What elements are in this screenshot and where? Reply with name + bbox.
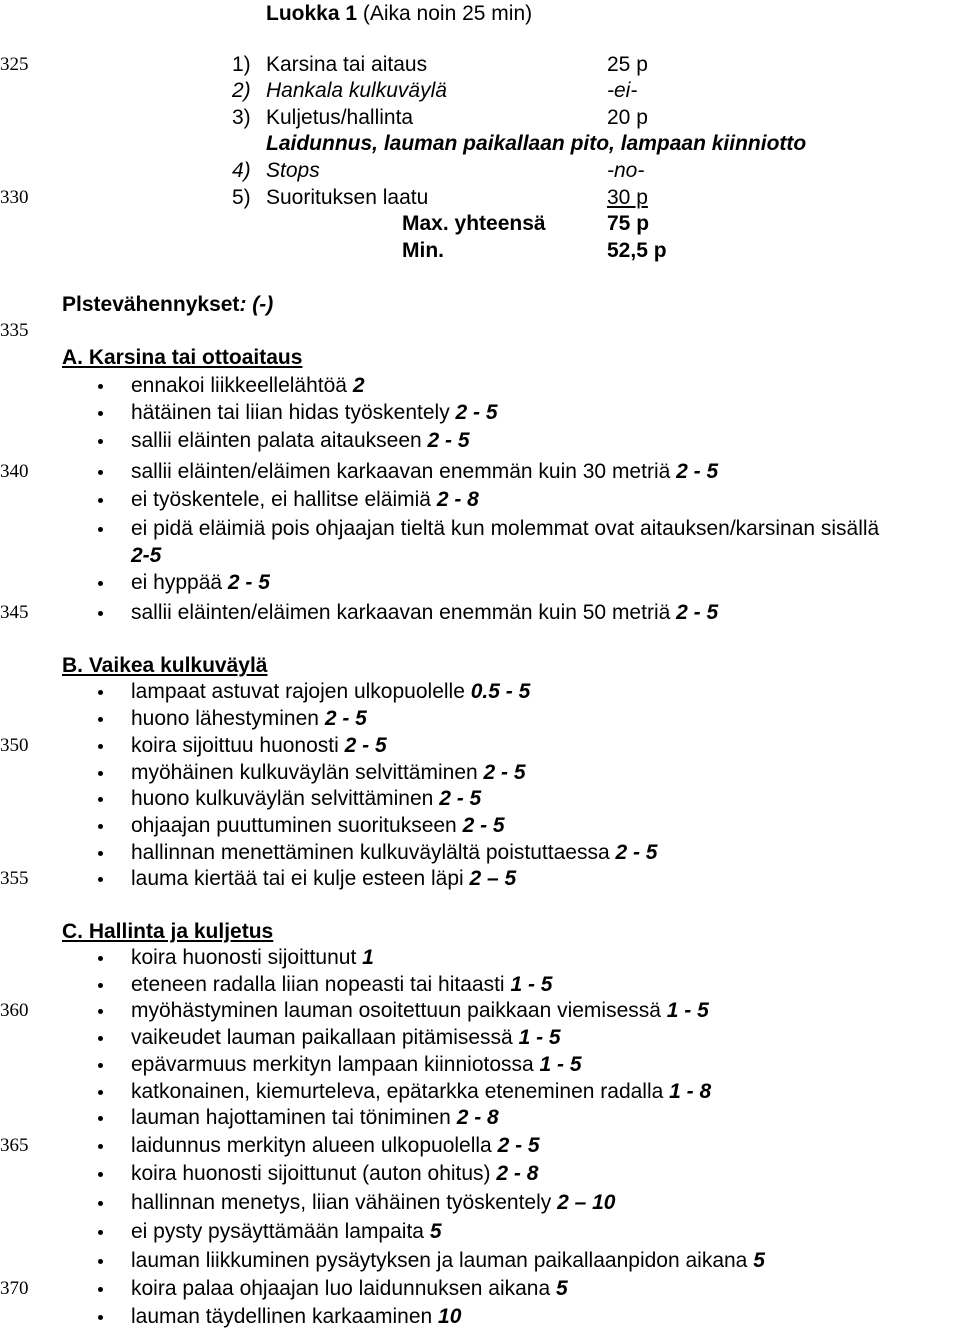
total-label: Min. xyxy=(402,239,444,262)
list-item xyxy=(131,373,365,399)
item-text: lauman hajottaminen tai töniminen xyxy=(131,1106,457,1129)
bullet-icon xyxy=(98,581,103,586)
bullet-icon xyxy=(98,956,103,961)
item-text: eteneen radalla liian nopeasti tai hitaasti xyxy=(131,973,511,996)
item-points: 2 - 5 xyxy=(427,429,470,452)
scoring-label: Hankala kulkuväylä xyxy=(266,79,447,102)
item-points: 2 - 5 xyxy=(439,787,482,810)
bullet-icon xyxy=(98,1063,103,1068)
scoring-num: 3) xyxy=(232,106,251,129)
item-text: ohjaajan puuttuminen suoritukseen xyxy=(131,814,463,837)
bullet-icon xyxy=(98,384,103,389)
list-item xyxy=(131,1304,461,1330)
item-points: 2 - 5 xyxy=(344,734,387,757)
item-text: vaikeudet lauman paikallaan pitämisessä xyxy=(131,1026,519,1049)
bullet-icon xyxy=(98,1172,103,1177)
list-item xyxy=(131,786,481,812)
item-points: 2 - 5 xyxy=(462,814,505,837)
total-label: Max. yhteensä xyxy=(402,212,546,235)
item-text: lauman liikkuminen pysäytyksen ja lauman paikallaanpidon aikana xyxy=(131,1249,754,1272)
item-points: 1 - 5 xyxy=(518,1026,561,1049)
item-text: ei työskentele, ei hallitse eläimiä xyxy=(131,488,437,511)
item-points: 2 xyxy=(352,374,365,397)
list-item xyxy=(131,1105,499,1131)
line-number: 370 xyxy=(0,1278,29,1299)
bullet-icon xyxy=(98,411,103,416)
item-points: 2 - 5 xyxy=(324,707,367,730)
list-item xyxy=(131,428,470,454)
item-points: 2 - 5 xyxy=(615,841,658,864)
item-text: hätäinen tai liian hidas työskentely xyxy=(131,401,456,424)
bullet-icon xyxy=(98,1144,103,1149)
scoring-num: 4) xyxy=(232,159,251,182)
item-points: 1 - 5 xyxy=(539,1053,582,1076)
scoring-label: Karsina tai aitaus xyxy=(266,53,428,76)
item-text: koira sijoittuu huonosti xyxy=(131,734,345,757)
list-item xyxy=(131,813,505,839)
title-duration: (Aika noin 25 min) xyxy=(357,2,533,25)
bullet-icon xyxy=(98,983,103,988)
list-item xyxy=(131,600,718,626)
item-text: sallii eläinten/eläimen karkaavan enemmän kuin 50 metriä xyxy=(131,601,677,624)
line-number: 365 xyxy=(0,1135,29,1156)
item-points: 2 - 5 xyxy=(227,571,270,594)
item-text: sallii eläinten palata aitaukseen xyxy=(131,429,428,452)
scoring-points: -ei- xyxy=(607,79,638,102)
list-item xyxy=(131,972,552,998)
list-item xyxy=(131,760,526,786)
section-heading: A. Karsina tai ottoaitaus xyxy=(62,346,303,369)
list-item xyxy=(131,1190,615,1216)
scoring-points: 20 p xyxy=(607,106,648,129)
list-item xyxy=(131,570,270,596)
item-text: lauma kiertää tai ei kulje esteen läpi xyxy=(131,867,470,890)
bullet-icon xyxy=(98,877,103,882)
list-item xyxy=(131,1052,582,1078)
item-points: 2 - 5 xyxy=(483,761,526,784)
item-text: ei pidä eläimiä pois ohjaajan tieltä kun molemmat ovat aitauksen/karsinan sisällä xyxy=(131,517,880,540)
scoring-num: 1) xyxy=(232,53,251,76)
scoring-points: -no- xyxy=(607,159,645,182)
bullet-icon xyxy=(98,690,103,695)
list-item xyxy=(131,706,367,732)
item-text: lampaat astuvat rajojen ulkopuolelle xyxy=(131,680,471,703)
bullet-icon xyxy=(98,797,103,802)
item-points: 1 - 5 xyxy=(510,973,553,996)
item-text: huono lähestyminen xyxy=(131,707,325,730)
title-class: Luokka 1 xyxy=(266,2,358,25)
list-item xyxy=(131,679,530,705)
line-number: 345 xyxy=(0,602,29,623)
item-points: 2 - 8 xyxy=(496,1162,539,1185)
list-item xyxy=(131,1161,538,1187)
bullet-icon xyxy=(98,1036,103,1041)
list-item xyxy=(131,840,658,866)
scoring-label: Stops xyxy=(266,159,320,182)
bullet-icon xyxy=(98,717,103,722)
bullet-icon xyxy=(98,771,103,776)
list-item xyxy=(131,1133,540,1159)
item-text: laidunnus merkityn alueen ulkopuolella xyxy=(131,1134,498,1157)
item-text: myöhäinen kulkuväylän selvittäminen xyxy=(131,761,484,784)
bullet-icon xyxy=(98,744,103,749)
list-item xyxy=(131,1079,711,1105)
bullet-icon xyxy=(98,1009,103,1014)
item-text: katkonainen, kiemurteleva, epätarkka eteneminen radalla xyxy=(131,1080,670,1103)
deductions-suffix: : (-) xyxy=(239,293,274,316)
list-item xyxy=(131,1025,561,1051)
bullet-icon xyxy=(98,824,103,829)
list-item xyxy=(131,998,709,1024)
item-text: ennakoi liikkeellelähtöä xyxy=(131,374,353,397)
scoring-num: 5) xyxy=(232,186,251,209)
item-points: 2 - 8 xyxy=(456,1106,499,1129)
section-heading: C. Hallinta ja kuljetus xyxy=(62,920,274,943)
scoring-label: Kuljetus/hallinta xyxy=(266,106,414,129)
deductions-title: Plstevähennykset xyxy=(62,293,240,316)
bullet-icon xyxy=(98,1315,103,1320)
line-number: 350 xyxy=(0,735,29,756)
list-item xyxy=(131,733,387,759)
item-points: 5 xyxy=(753,1249,765,1272)
item-points: 2-5 xyxy=(131,544,162,567)
bullet-icon xyxy=(98,611,103,616)
item-text: myöhästyminen lauman osoitettuun paikkaan viemisessä xyxy=(131,999,667,1022)
item-points: 2 – 10 xyxy=(557,1191,616,1214)
item-text: sallii eläinten/eläimen karkaavan enemmän kuin 30 metriä xyxy=(131,460,677,483)
item-text: koira huonosti sijoittunut (auton ohitus) xyxy=(131,1162,497,1185)
item-text: ei hyppää xyxy=(131,571,228,594)
total-points: 75 p xyxy=(607,212,650,235)
item-text: lauman täydellinen karkaaminen xyxy=(131,1305,439,1328)
line-number: 360 xyxy=(0,1000,29,1021)
item-points: 2 – 5 xyxy=(469,867,517,890)
bullet-icon xyxy=(98,527,103,532)
bullet-icon xyxy=(98,1090,103,1095)
item-points: 1 xyxy=(362,946,374,969)
total-points: 52,5 p xyxy=(607,239,667,262)
item-points: 10 xyxy=(438,1305,462,1328)
bullet-icon xyxy=(98,470,103,475)
bullet-icon xyxy=(98,1116,103,1121)
line-number: 330 xyxy=(0,187,29,208)
list-item xyxy=(131,945,374,971)
scoring-points: 30 p xyxy=(607,186,648,209)
list-item xyxy=(131,400,498,426)
item-text: ei pysty pysäyttämään lampaita xyxy=(131,1220,430,1243)
bullet-icon xyxy=(98,1259,103,1264)
list-item xyxy=(131,516,879,542)
line-number: 355 xyxy=(0,868,29,889)
page-title xyxy=(266,1,532,27)
bullet-icon xyxy=(98,1201,103,1206)
item-points: 2 - 5 xyxy=(497,1134,540,1157)
item-points: 0.5 - 5 xyxy=(470,680,531,703)
scoring-label: Laidunnus, lauman paikallaan pito, lampaan kiinniotto xyxy=(266,132,807,155)
item-points: 2 - 5 xyxy=(676,460,719,483)
list-item xyxy=(131,1276,568,1302)
list-item xyxy=(131,487,479,513)
scoring-num: 2) xyxy=(232,79,251,102)
item-text: hallinnan menettäminen kulkuväylältä poistuttaessa xyxy=(131,841,616,864)
item-text: huono kulkuväylän selvittäminen xyxy=(131,787,440,810)
deductions-heading xyxy=(62,292,273,318)
item-points: 1 - 8 xyxy=(669,1080,712,1103)
section-heading: B. Vaikea kulkuväylä xyxy=(62,654,268,677)
item-points: 5 xyxy=(555,1277,568,1300)
item-text: koira palaa ohjaajan luo laidunnuksen aikana xyxy=(131,1277,556,1300)
list-item xyxy=(131,1248,765,1274)
bullet-icon xyxy=(98,439,103,444)
bullet-icon xyxy=(98,851,103,856)
item-text: koira huonosti sijoittunut xyxy=(131,946,363,969)
bullet-icon xyxy=(98,1230,103,1235)
item-points: 2 - 5 xyxy=(455,401,498,424)
list-item xyxy=(131,1219,442,1245)
list-item xyxy=(131,459,718,485)
item-points: 2 - 8 xyxy=(436,488,479,511)
item-points: 2 - 5 xyxy=(676,601,719,624)
list-item xyxy=(131,866,516,892)
item-points: 1 - 5 xyxy=(666,999,709,1022)
item-points: 5 xyxy=(429,1220,442,1243)
bullet-icon xyxy=(98,1287,103,1292)
scoring-label: Suorituksen laatu xyxy=(266,186,429,209)
line-number: 325 xyxy=(0,54,29,75)
item-text: hallinnan menetys, liian vähäinen työskentely xyxy=(131,1191,558,1214)
scoring-points: 25 p xyxy=(607,53,648,76)
line-number: 340 xyxy=(0,461,29,482)
bullet-icon xyxy=(98,498,103,503)
line-number: 335 xyxy=(0,320,29,341)
item-text: epävarmuus merkityn lampaan kiinniotossa xyxy=(131,1053,540,1076)
